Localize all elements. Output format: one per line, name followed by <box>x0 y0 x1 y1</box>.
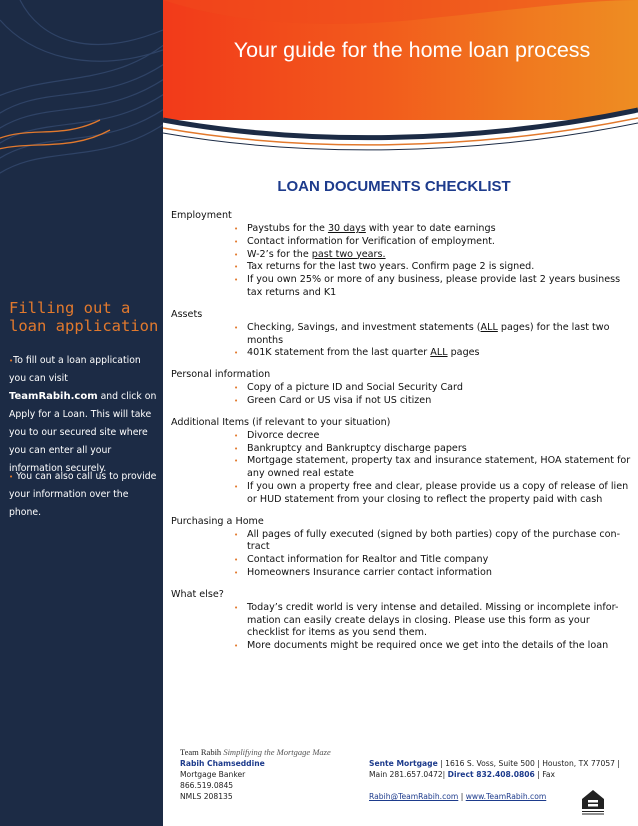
list-item: • Homeowners Insurance carrier contact information <box>234 566 492 578</box>
checklist-content <box>171 209 631 661</box>
section-additional-items <box>171 416 631 507</box>
list-item: • W-2’s for the past two years. <box>234 248 386 260</box>
bullet-icon: • <box>234 556 239 565</box>
list-item: • Divorce decree <box>234 429 320 441</box>
footer-team <box>180 747 331 758</box>
fax-label: | Fax <box>534 770 556 779</box>
list-item: • Contact information for Realtor and Title company <box>234 554 489 566</box>
company-name: Sente Mortgage <box>369 759 438 768</box>
list-item: • If you own a property free and clear, please provide us a copy of release of lien or HUD statement from your closing to reflect the property paid with cash <box>234 480 629 505</box>
banker-role: Mortgage Banker <box>180 770 246 779</box>
website-link[interactable]: www.TeamRabih.com <box>465 792 547 801</box>
sidebar-heading: Filling out a loan application <box>9 299 159 335</box>
list-item: • Checking, Savings, and investment statements (ALL pages) for the last two months <box>234 321 610 346</box>
list-item: • Contact information for Verification of employment. <box>234 235 495 247</box>
bullet-icon: • <box>234 444 239 453</box>
bullet-icon: • <box>234 482 239 491</box>
section-heading: Assets <box>171 308 203 320</box>
section-personal-information <box>171 368 631 408</box>
list-item: • All pages of fully executed (signed by both parties) copy of the purchase con-tract <box>234 528 621 553</box>
section-purchasing-a-home <box>171 515 631 580</box>
bullet-icon: • <box>234 250 239 259</box>
sidebar-paragraph-phone: • You can also call us to provide your information over the phone. <box>9 471 157 518</box>
direct-phone: Direct 832.408.0806 <box>447 770 535 779</box>
bullet-icon: • <box>234 603 239 612</box>
section-heading: Additional Items (if relevant to your situation) <box>171 416 391 428</box>
bullet-icon: • <box>234 276 239 285</box>
list-item: • Green Card or US visa if not US citizen <box>234 394 432 406</box>
bullet-icon: • <box>234 384 239 393</box>
list-item: • 401K statement from the last quarter ALL pages <box>234 347 480 359</box>
bullet-icon: • <box>234 457 239 466</box>
section-assets <box>171 308 631 360</box>
main-phone: Main 281.657.0472| <box>369 770 448 779</box>
list-item: • Mortgage statement, property tax and insurance statement, HOA statement for any owned real estate <box>234 455 631 480</box>
bullet-icon: • <box>234 530 239 539</box>
footer-contact-person <box>180 758 265 802</box>
bullet-icon: • <box>234 568 239 577</box>
sidebar-paragraph-website: •To fill out a loan application you can visit TeamRabih.com and click on Apply for a Loan. This will take you to our secured site where you can enter all your information securely. <box>9 355 157 474</box>
list-item: • Paystubs for the 30 days with year to date earnings <box>234 223 496 234</box>
section-heading: Personal information <box>171 369 271 381</box>
section-heading: Employment <box>171 210 232 221</box>
list-item: • More documents might be required once we get into the details of the loan <box>234 640 609 652</box>
bullet-icon: • <box>234 237 239 246</box>
banner-title: Your guide for the home loan process <box>233 38 591 62</box>
list-item: • Tax returns for the last two years. Confirm page 2 is signed. <box>234 261 535 273</box>
bullet-icon: • <box>234 323 239 332</box>
bullet-icon: • <box>234 349 239 358</box>
footer-company: Sente Mortgage | 1616 S. Voss, Suite 500 | Houston, TX 77057 | Main 281.657.0472| Direct 832.408.0806 | Fax Rabih@TeamRabih.com | www.TeamRabih.com <box>369 759 620 801</box>
banker-name: Rabih Chamseddine <box>180 759 265 768</box>
section-employment <box>171 209 631 300</box>
bullet-icon: • <box>234 263 239 272</box>
list-item: • Bankruptcy and Bankruptcy discharge papers <box>234 442 467 454</box>
checklist-title: LOAN DOCUMENTS CHECKLIST <box>277 178 511 195</box>
bullet-icon: • <box>234 396 239 405</box>
banker-nmls: NMLS 208135 <box>180 792 233 801</box>
tagline: Simplifying the Mortgage Maze <box>223 747 331 757</box>
company-address: | 1616 S. Voss, Suite 500 | Houston, TX 77057 | <box>437 759 620 768</box>
section-heading: What else? <box>171 588 224 600</box>
email-link[interactable]: Rabih@TeamRabih.com <box>369 792 459 801</box>
bullet-icon: • <box>234 431 239 440</box>
section-what-else <box>171 588 631 653</box>
bullet-icon: • <box>9 357 14 365</box>
list-item: • Copy of a picture ID and Social Security Card <box>234 382 463 394</box>
bullet-icon: • <box>234 642 239 651</box>
team-name: Team Rabih <box>180 747 222 757</box>
list-item: • If you own 25% or more of any business, please provide last 2 years business tax returns and K1 <box>234 274 621 298</box>
banker-phone: 866.519.0845 <box>180 781 234 790</box>
teamrabih-link[interactable]: TeamRabih.com <box>9 391 98 402</box>
header-wave <box>0 90 638 170</box>
bullet-icon: • <box>9 473 14 481</box>
list-item: • Today’s credit world is very intense and detailed. Missing or incomplete infor-mation can easily create delays in closing. Please use this form as your checklist for items as you send them. <box>234 601 619 639</box>
equal-housing-icon <box>580 788 606 816</box>
section-heading: Purchasing a Home <box>171 515 264 527</box>
bullet-icon: • <box>234 225 239 233</box>
